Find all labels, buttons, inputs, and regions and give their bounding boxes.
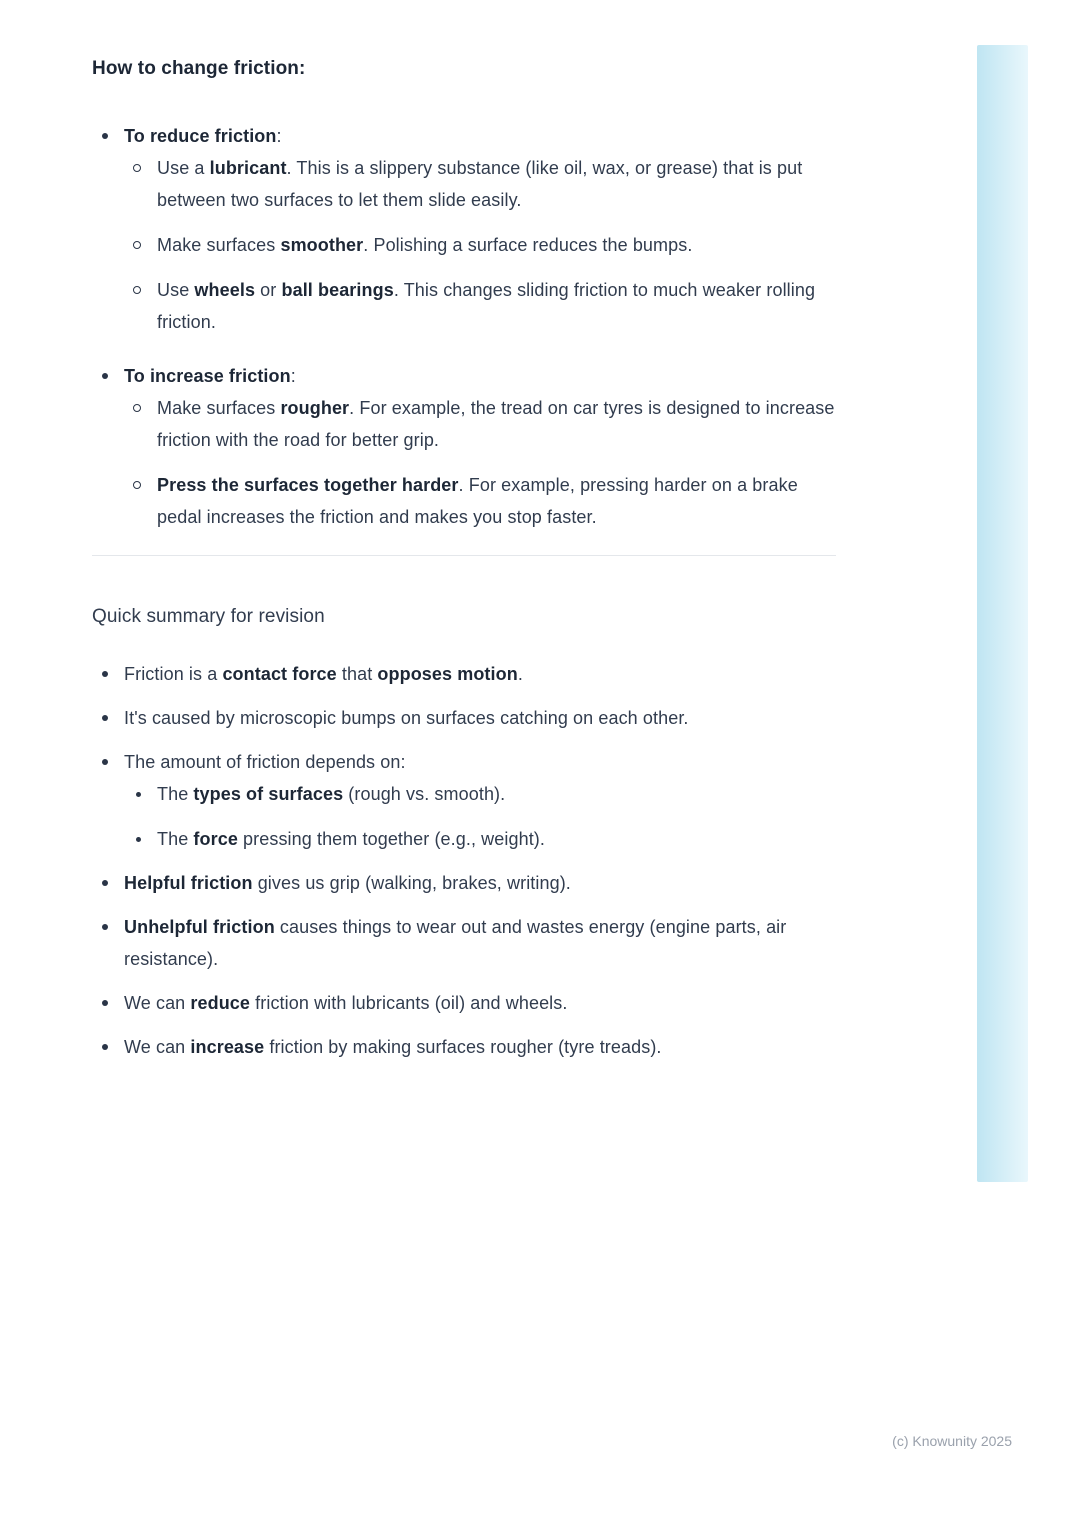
- bold-text-segment: types of surfaces: [193, 784, 344, 804]
- sub-list-item-text: [157, 229, 836, 261]
- copyright-footer: (c) Knowunity 2025: [892, 1433, 1012, 1449]
- circle-bullet-icon: [133, 164, 141, 172]
- sub-list-item-text: [157, 274, 836, 338]
- bold-text-segment: force: [193, 829, 238, 849]
- text-segment: pressing them together (e.g., weight).: [237, 829, 545, 849]
- list-item: [92, 120, 836, 338]
- list-item: [92, 911, 836, 975]
- dot-bullet-icon: [102, 880, 108, 886]
- circle-bullet-icon: [133, 404, 141, 412]
- text-segment: The: [157, 829, 194, 849]
- bold-text-segment: To increase friction: [124, 366, 291, 386]
- list-item-text: [124, 746, 836, 778]
- dot-bullet-icon: [102, 1044, 108, 1050]
- circle-bullet-icon: [133, 241, 141, 249]
- list-item: [92, 658, 836, 690]
- list-item: [92, 867, 836, 899]
- list-item: [92, 702, 836, 734]
- text-segment: . This is a slippery substance (like oil, wax, or grease) that is put between two surfaces to let them slide easily.: [157, 158, 803, 210]
- section-divider: [92, 555, 836, 556]
- text-segment: gives us grip (walking, brakes, writing).: [252, 873, 571, 893]
- list-item-text: [124, 1031, 836, 1063]
- text-segment: friction with lubricants (oil) and wheels.: [250, 993, 568, 1013]
- list-item: [92, 746, 836, 855]
- dot-bullet-icon: [102, 715, 108, 721]
- text-segment: . Polishing a surface reduces the bumps.: [363, 235, 693, 255]
- list-item-text: [124, 867, 836, 899]
- sub-list-item-text: [157, 152, 836, 216]
- document-content: [92, 54, 836, 1075]
- sub-list-item-text: [157, 823, 836, 855]
- text-segment: :: [290, 366, 296, 386]
- bold-text-segment: wheels: [194, 280, 256, 300]
- list-item-text: [124, 911, 836, 975]
- bold-text-segment: reduce: [190, 993, 251, 1013]
- dot-bullet-icon: [102, 924, 108, 930]
- dot-bullet-icon: [136, 837, 141, 842]
- section-heading: How to change friction:: [92, 58, 306, 79]
- quick-summary-list: [92, 658, 836, 1063]
- text-segment: We can: [124, 993, 191, 1013]
- sub-list-item: [124, 392, 836, 456]
- text-segment: Use a: [157, 158, 210, 178]
- text-segment: The: [157, 784, 194, 804]
- list-item-text: [124, 360, 836, 392]
- text-segment: Make surfaces: [157, 235, 281, 255]
- bold-text-segment: Helpful friction: [124, 873, 253, 893]
- text-segment: Make surfaces: [157, 398, 281, 418]
- text-segment: that: [336, 664, 378, 684]
- right-accent-bar: [977, 45, 1028, 1182]
- text-segment: (rough vs. smooth).: [343, 784, 506, 804]
- sub-list-item-text: [157, 778, 836, 810]
- bold-text-segment: Press the surfaces together harder: [157, 475, 459, 495]
- list-item: [92, 1031, 836, 1063]
- text-segment: Use: [157, 280, 195, 300]
- dot-bullet-icon: [102, 1000, 108, 1006]
- how-to-change-friction-list: [92, 120, 836, 533]
- list-item-text: [124, 120, 836, 152]
- dot-bullet-icon: [102, 133, 108, 139]
- bold-text-segment: opposes motion: [377, 664, 518, 684]
- text-segment: Friction is a: [124, 664, 223, 684]
- sub-list: [124, 392, 836, 533]
- dot-bullet-icon: [136, 792, 141, 797]
- sub-list-item: [124, 469, 836, 533]
- text-segment: The amount of friction depends on:: [124, 752, 406, 772]
- dot-bullet-icon: [102, 671, 108, 677]
- sub-list-item: [124, 274, 836, 338]
- list-item-text: [124, 987, 836, 1019]
- sub-list-item: [124, 778, 836, 810]
- sub-list-item-text: [157, 469, 836, 533]
- summary-title: Quick summary for revision: [92, 606, 325, 627]
- sub-list: [124, 778, 836, 855]
- list-item-text: [124, 702, 836, 734]
- text-segment: :: [276, 126, 282, 146]
- bold-text-segment: contact force: [222, 664, 337, 684]
- text-segment: . This changes sliding friction to much weaker rolling friction.: [157, 280, 816, 332]
- text-segment: .: [517, 664, 523, 684]
- bold-text-segment: To reduce friction: [124, 126, 277, 146]
- sub-list-item: [124, 152, 836, 216]
- sub-list: [124, 152, 836, 338]
- bold-text-segment: Unhelpful friction: [124, 917, 275, 937]
- sub-list-item: [124, 823, 836, 855]
- text-segment: . For example, the tread on car tyres is designed to increase friction with the road for better grip.: [157, 398, 835, 450]
- list-item: [92, 987, 836, 1019]
- sub-list-item-text: [157, 392, 836, 456]
- text-segment: . For example, pressing harder on a brake pedal increases the friction and makes you stop faster.: [157, 475, 798, 527]
- circle-bullet-icon: [133, 286, 141, 294]
- bold-text-segment: rougher: [280, 398, 350, 418]
- text-segment: We can: [124, 1037, 191, 1057]
- bold-text-segment: smoother: [280, 235, 364, 255]
- text-segment: causes things to wear out and wastes energy (engine parts, air resistance).: [124, 917, 787, 969]
- text-segment: It's caused by microscopic bumps on surfaces catching on each other.: [124, 708, 689, 728]
- text-segment: friction by making surfaces rougher (tyre treads).: [264, 1037, 662, 1057]
- list-item-text: [124, 658, 836, 690]
- dot-bullet-icon: [102, 759, 108, 765]
- bold-text-segment: ball bearings: [281, 280, 394, 300]
- list-item: [92, 360, 836, 533]
- text-segment: or: [255, 280, 282, 300]
- bold-text-segment: increase: [190, 1037, 265, 1057]
- sub-list-item: [124, 229, 836, 261]
- bold-text-segment: lubricant: [209, 158, 287, 178]
- dot-bullet-icon: [102, 373, 108, 379]
- circle-bullet-icon: [133, 481, 141, 489]
